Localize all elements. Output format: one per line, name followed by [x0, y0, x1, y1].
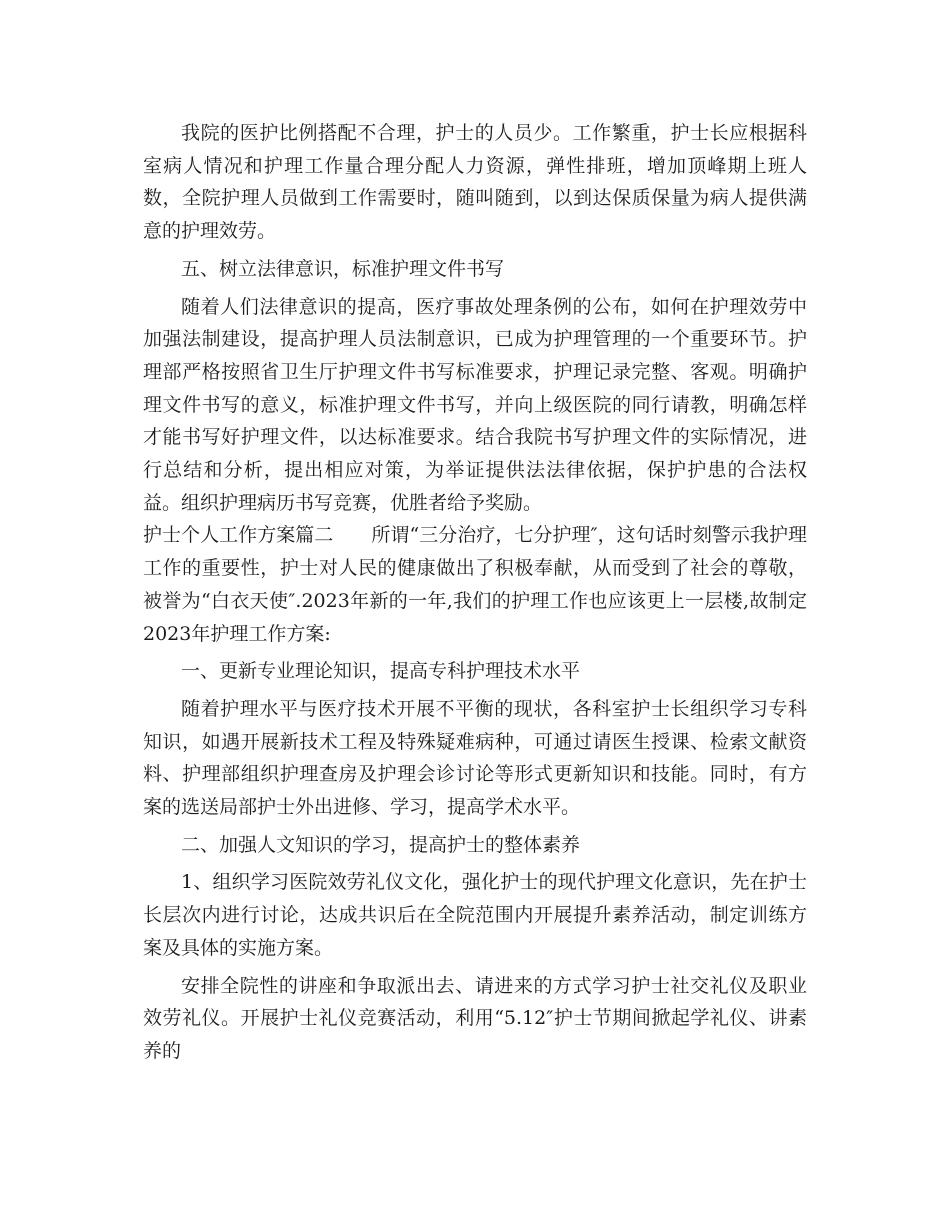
heading-legal-awareness: 五、树立法律意识，标准护理文件书写: [181, 257, 505, 280]
document-body: [143, 117, 807, 1068]
paragraph-etiquette-culture: 1、组织学习医院效劳礼仪文化，强化护士的现代护理文化意识，先在护士长层次内进行讨论，达成共识后在全院范围内开展提升素养活动，制定训练方案及具体的实施方案。: [143, 871, 807, 959]
paragraph-staffing: 我院的医护比例搭配不合理，护士的人员少。工作繁重，护士长应根据科室病人情况和护理工作量合理分配人力资源，弹性排班，增加顶峰期上班人数，全院护理人员做到工作需要时，随叫随到，以到达保质保量为病人提供满意的护理效劳。: [143, 122, 807, 243]
paragraph-update-knowledge: 随着护理水平与医疗技术开展不平衡的现状，各科室护士长组织学习专科知识，如遇开展新技术工程及特殊疑难病种，可通过请医生授课、检索文献资料、护理部组织护理查房及护理会诊讨论等形式更新知识和技能。同时，有方案的选送局部护士外出进修、学习，提高学术水平。: [143, 697, 807, 819]
heading-update-knowledge: 一、更新专业理论知识，提高专科护理技术水平: [181, 660, 581, 683]
paragraph-plan-two-intro: 护士个人工作方案篇二 所谓“三分治疗，七分护理″，这句话时刻警示我护理工作的重要性，护士对人民的健康做出了积极奉献，从而受到了社会的尊敬，被誉为“白衣天使″.2023年新的一年,我们的护理工作也应该更上一层楼,故制定2023年护理工作方案:: [143, 524, 807, 645]
heading-humanities: 二、加强人文知识的学习，提高护士的整体素养: [181, 833, 581, 856]
paragraph-etiquette-training: 安排全院性的讲座和争取派出去、请进来的方式学习护士社交礼仪及职业效劳礼仪。开展护士礼仪竞赛活动，利用“5.12″护士节期间掀起学礼仪、讲素养的: [143, 974, 807, 1062]
paragraph-legal-awareness: 随着人们法律意识的提高，医疗事故处理条例的公布，如何在护理效劳中加强法制建设，提高护理人员法制意识，已成为护理管理的一个重要环节。护理部严格按照省卫生厅护理文件书写标准要求，护理记录完整、客观。明确护理文件书写的意义，标准护理文件书写，并向上级医院的同行请教，明确怎样才能书写好护理文件，以达标准要求。结合我院书写护理文件的实际情况，进行总结和分析，提出相应对策，为举证提供法法律依据，保护护患的合法权益。组织护理病历书写竞赛，优胜者给予奖励。: [143, 295, 807, 514]
